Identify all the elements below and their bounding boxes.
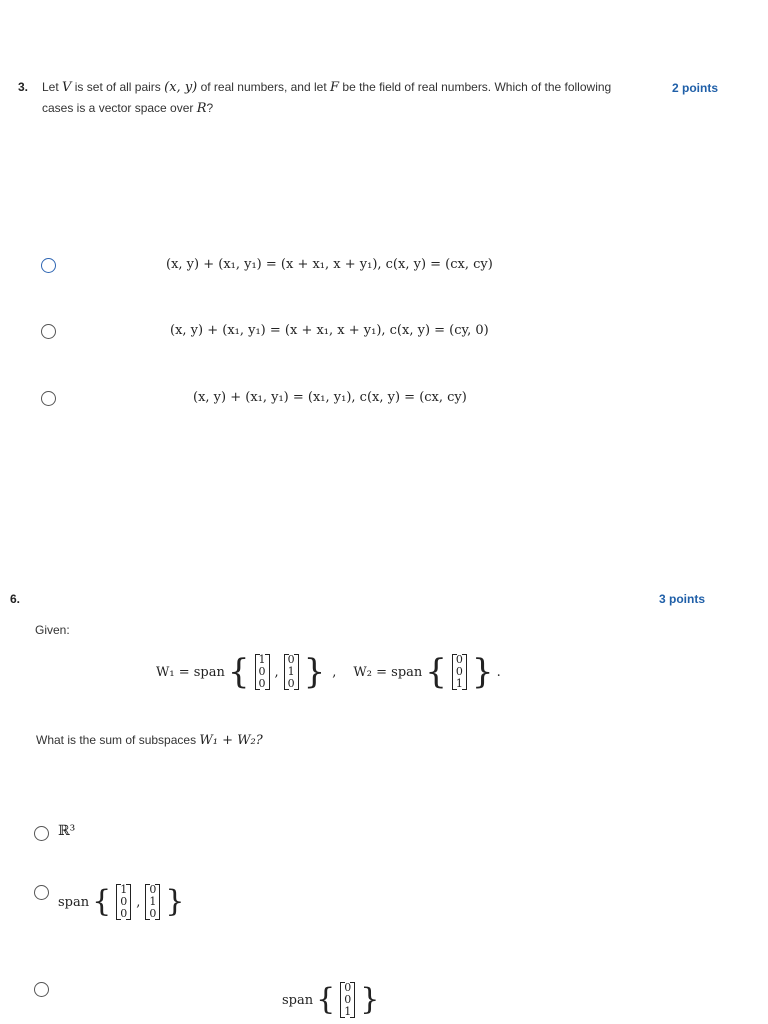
question-3-text: Let V is set of all pairs (x, y) of real numbers, and let F be the field of real numbers. Which of the following cases is a vector space over R? — [42, 80, 612, 116]
q3-option-1-radio[interactable] — [41, 258, 56, 273]
left-brace: { — [425, 652, 447, 692]
vector-e1: 1 0 0 — [255, 654, 270, 690]
subspace-definitions: W₁ = span { 1 0 0 , 0 1 0 } , W₂ = span { 0 0 1 } . — [156, 652, 501, 692]
q6-option-2-radio[interactable] — [34, 885, 49, 900]
question-6-points: 3 points — [659, 592, 706, 606]
q6-option-1-text: ℝ³ — [58, 823, 76, 839]
vector-e3: 0 0 1 — [452, 654, 467, 690]
q6-option-3-text: span { 0 0 1 } — [282, 981, 380, 1018]
q3-option-1-text: (x, y) + (x₁, y₁) = (x + x₁, x + y₁), c(x, y) = (cx, cy) — [166, 257, 493, 272]
vector-e2: 0 1 0 — [145, 884, 160, 920]
vector-e2: 0 1 0 — [284, 654, 299, 690]
left-brace: { — [227, 652, 250, 692]
right-brace: } — [303, 652, 326, 692]
given-label: Given: — [35, 623, 70, 637]
vector-e1: 1 0 0 — [116, 884, 131, 920]
question-6-text: What is the sum of subspaces W₁ + W₂? — [36, 733, 263, 748]
q3-option-2-radio[interactable] — [41, 324, 56, 339]
right-brace: } — [471, 652, 494, 692]
q6-option-3-radio[interactable] — [34, 982, 49, 997]
vector-e3: 0 0 1 — [340, 982, 355, 1018]
q3-option-2-text: (x, y) + (x₁, y₁) = (x + x₁, x + y₁), c(x, y) = (cy, 0) — [170, 323, 489, 338]
question-3-number: 3. — [18, 80, 29, 94]
question-6-number: 6. — [10, 592, 21, 606]
w2-label: W₂ = span — [353, 664, 423, 680]
question-3-points: 2 points — [672, 81, 719, 95]
q3-option-3-radio[interactable] — [41, 391, 56, 406]
w1-label: W₁ = span — [156, 664, 225, 680]
q3-option-3-text: (x, y) + (x₁, y₁) = (x₁, y₁), c(x, y) = (cx, cy) — [193, 390, 467, 405]
q6-option-2-text: span { 1 0 0 , 0 1 0 } — [58, 883, 185, 920]
q6-option-1-radio[interactable] — [34, 826, 49, 841]
